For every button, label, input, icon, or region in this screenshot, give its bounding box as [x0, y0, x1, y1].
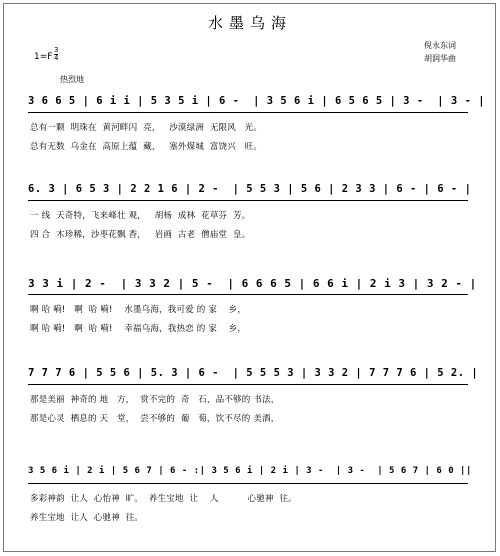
notation-line: 6. 3 | 6 5 3 | 2 2 1 6 | 2 - | 5 5 3 | 5 6 | 2 3 3 | 6 - | 6 - |	[28, 183, 472, 195]
time-signature	[54, 47, 58, 62]
lyrics-verse-1: 多彩神韵 让人 心怡神 旷。 养生宝地 让 人 心驰神 往。	[30, 494, 297, 504]
lyrics-verse-2: 养生宝地 让人 心驰神 往。	[30, 513, 144, 523]
lyricist-credit: 倪永东词	[424, 41, 456, 50]
score-row-5	[0, 466, 500, 541]
time-signature-bottom: 4	[54, 54, 59, 62]
score-row-1	[0, 95, 500, 165]
lyrics-verse-1: 啊 哈 嗬! 啊 哈 嗬! 水墨乌海，我可爱 的 家 乡，	[30, 305, 247, 315]
lyrics-verse-2: 那是心灵 栖息的 天 堂， 尝不够的 葡 萄，饮不尽的 美酒，	[30, 414, 280, 424]
time-signature-top: 3	[54, 46, 59, 54]
key-signature: 1=F	[34, 52, 53, 62]
notation-line: 3 6 6 5 | 6 i i | 5 3 5 i | 6 - | 3 5 6 i | 6 5 6 5 | 3 - | 3 - |	[28, 95, 486, 107]
lyrics-verse-1: 总有一颗 明珠在 黄河畔闪 亮， 沙漠绿洲 无限风 光。	[30, 123, 263, 133]
lyrics-verse-1: 那是美丽 神奇的 地 方， 赏不完的 奇 石，品不够的 书法，	[30, 395, 280, 405]
lyrics-verse-2: 四 合 木珍稀，沙枣花飘 香， 岩画 古老 僧庙堂 皇。	[30, 230, 251, 240]
tempo-mark: 热烈地	[60, 75, 84, 84]
lyrics-verse-2: 啊 哈 嗬! 啊 哈 嗬! 幸福乌海，我热恋 的 家 乡，	[30, 324, 247, 334]
notation-line: 7 7 7 6 | 5 5 6 | 5. 3 | 6 - | 5 5 5 3 | 3 3 2 | 7 7 7 6 | 5 2. |	[28, 367, 479, 379]
score-row-2	[0, 183, 500, 253]
notation-line: 3 3 i | 2 - | 3 3 2 | 5 - | 6 6 6 5 | 6 6 i | 2 i 3 | 3 2 - |	[28, 277, 477, 290]
score-row-4	[0, 367, 500, 437]
lyrics-verse-2: 总有无数 乌金在 高原上蕴 藏， 塞外煤城 富饶兴 旺。	[30, 142, 263, 152]
beat-underline	[28, 200, 468, 201]
lyrics-verse-1: 一 线 天奇特，飞来峰壮 观， 胡杨 成林 花草芬 芳。	[30, 211, 251, 221]
notation-line: 3 5 6 i | 2 i | 5 6 7 | 6 - :| 3 5 6 i | 2 i | 3 - | 3 - | 5 6 7 | 6 0 ||	[28, 466, 472, 476]
beat-underline	[28, 294, 468, 295]
song-title: 水墨乌海	[207, 14, 292, 32]
composer-credit: 胡润华曲	[424, 54, 456, 63]
score-row-3	[0, 277, 500, 347]
beat-underline	[28, 483, 468, 484]
beat-underline	[28, 112, 468, 113]
beat-underline	[28, 384, 468, 385]
